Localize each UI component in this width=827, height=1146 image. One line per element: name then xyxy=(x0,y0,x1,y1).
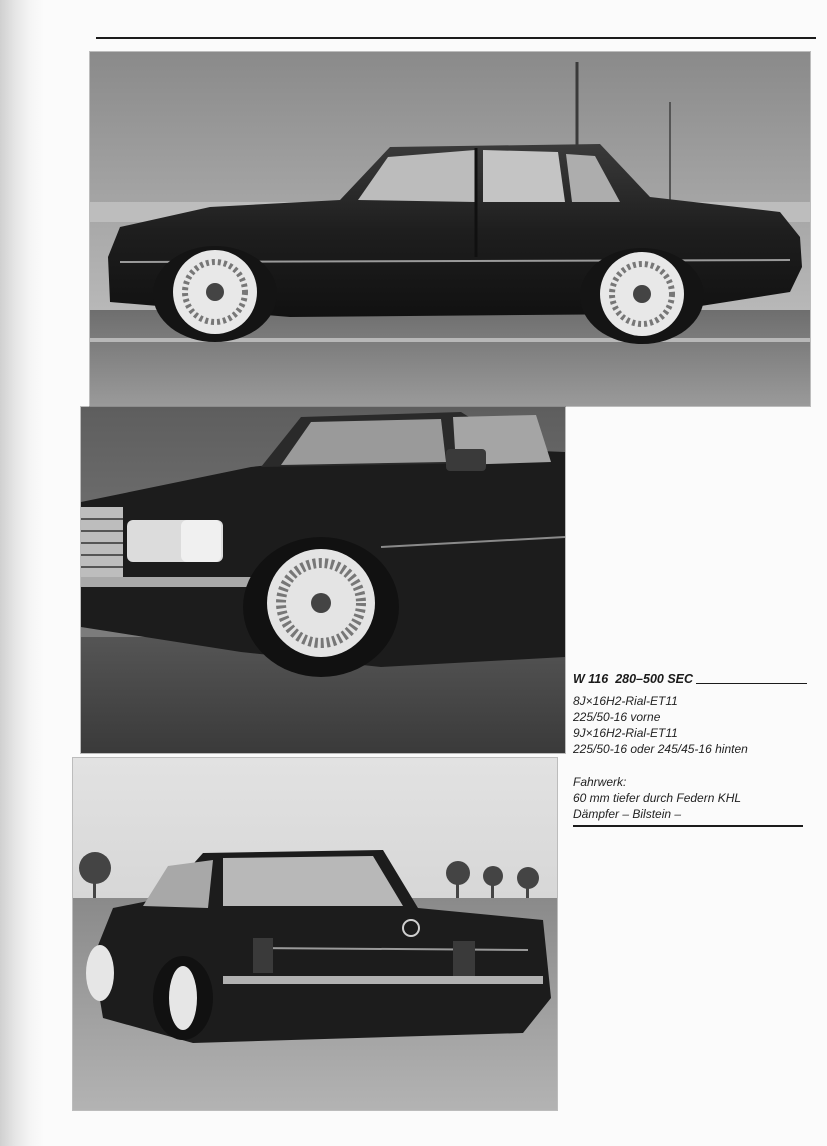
wheel-spec-line: 9J×16H2-Rial-ET11 xyxy=(573,726,678,740)
wheel-spec-line: 225/50-16 vorne xyxy=(573,710,661,724)
suspension-line: 60 mm tiefer durch Federn KHL xyxy=(573,791,742,805)
suspension-specs xyxy=(573,774,813,822)
photo-front-closeup xyxy=(81,407,565,753)
spec-caption xyxy=(573,672,813,827)
wheel-specs xyxy=(573,693,813,757)
wheel-spec-line: 8J×16H2-Rial-ET11 xyxy=(573,694,678,708)
model-range: 280–500 SEC xyxy=(615,672,694,686)
photo-rear-view xyxy=(73,758,557,1110)
wheel-spec-line: 225/50-16 oder 245/45-16 hinten xyxy=(573,742,748,756)
caption-title xyxy=(573,672,813,686)
photo-side-profile xyxy=(90,52,810,406)
model-code: W 116 xyxy=(573,672,609,686)
suspension-line: Dämpfer – Bilstein – xyxy=(573,807,682,821)
top-rule xyxy=(96,37,816,39)
suspension-heading: Fahrwerk: xyxy=(573,775,627,789)
caption-title-rule xyxy=(696,683,807,684)
page-binding-edge xyxy=(0,0,44,1146)
caption-bottom-rule xyxy=(573,825,803,827)
